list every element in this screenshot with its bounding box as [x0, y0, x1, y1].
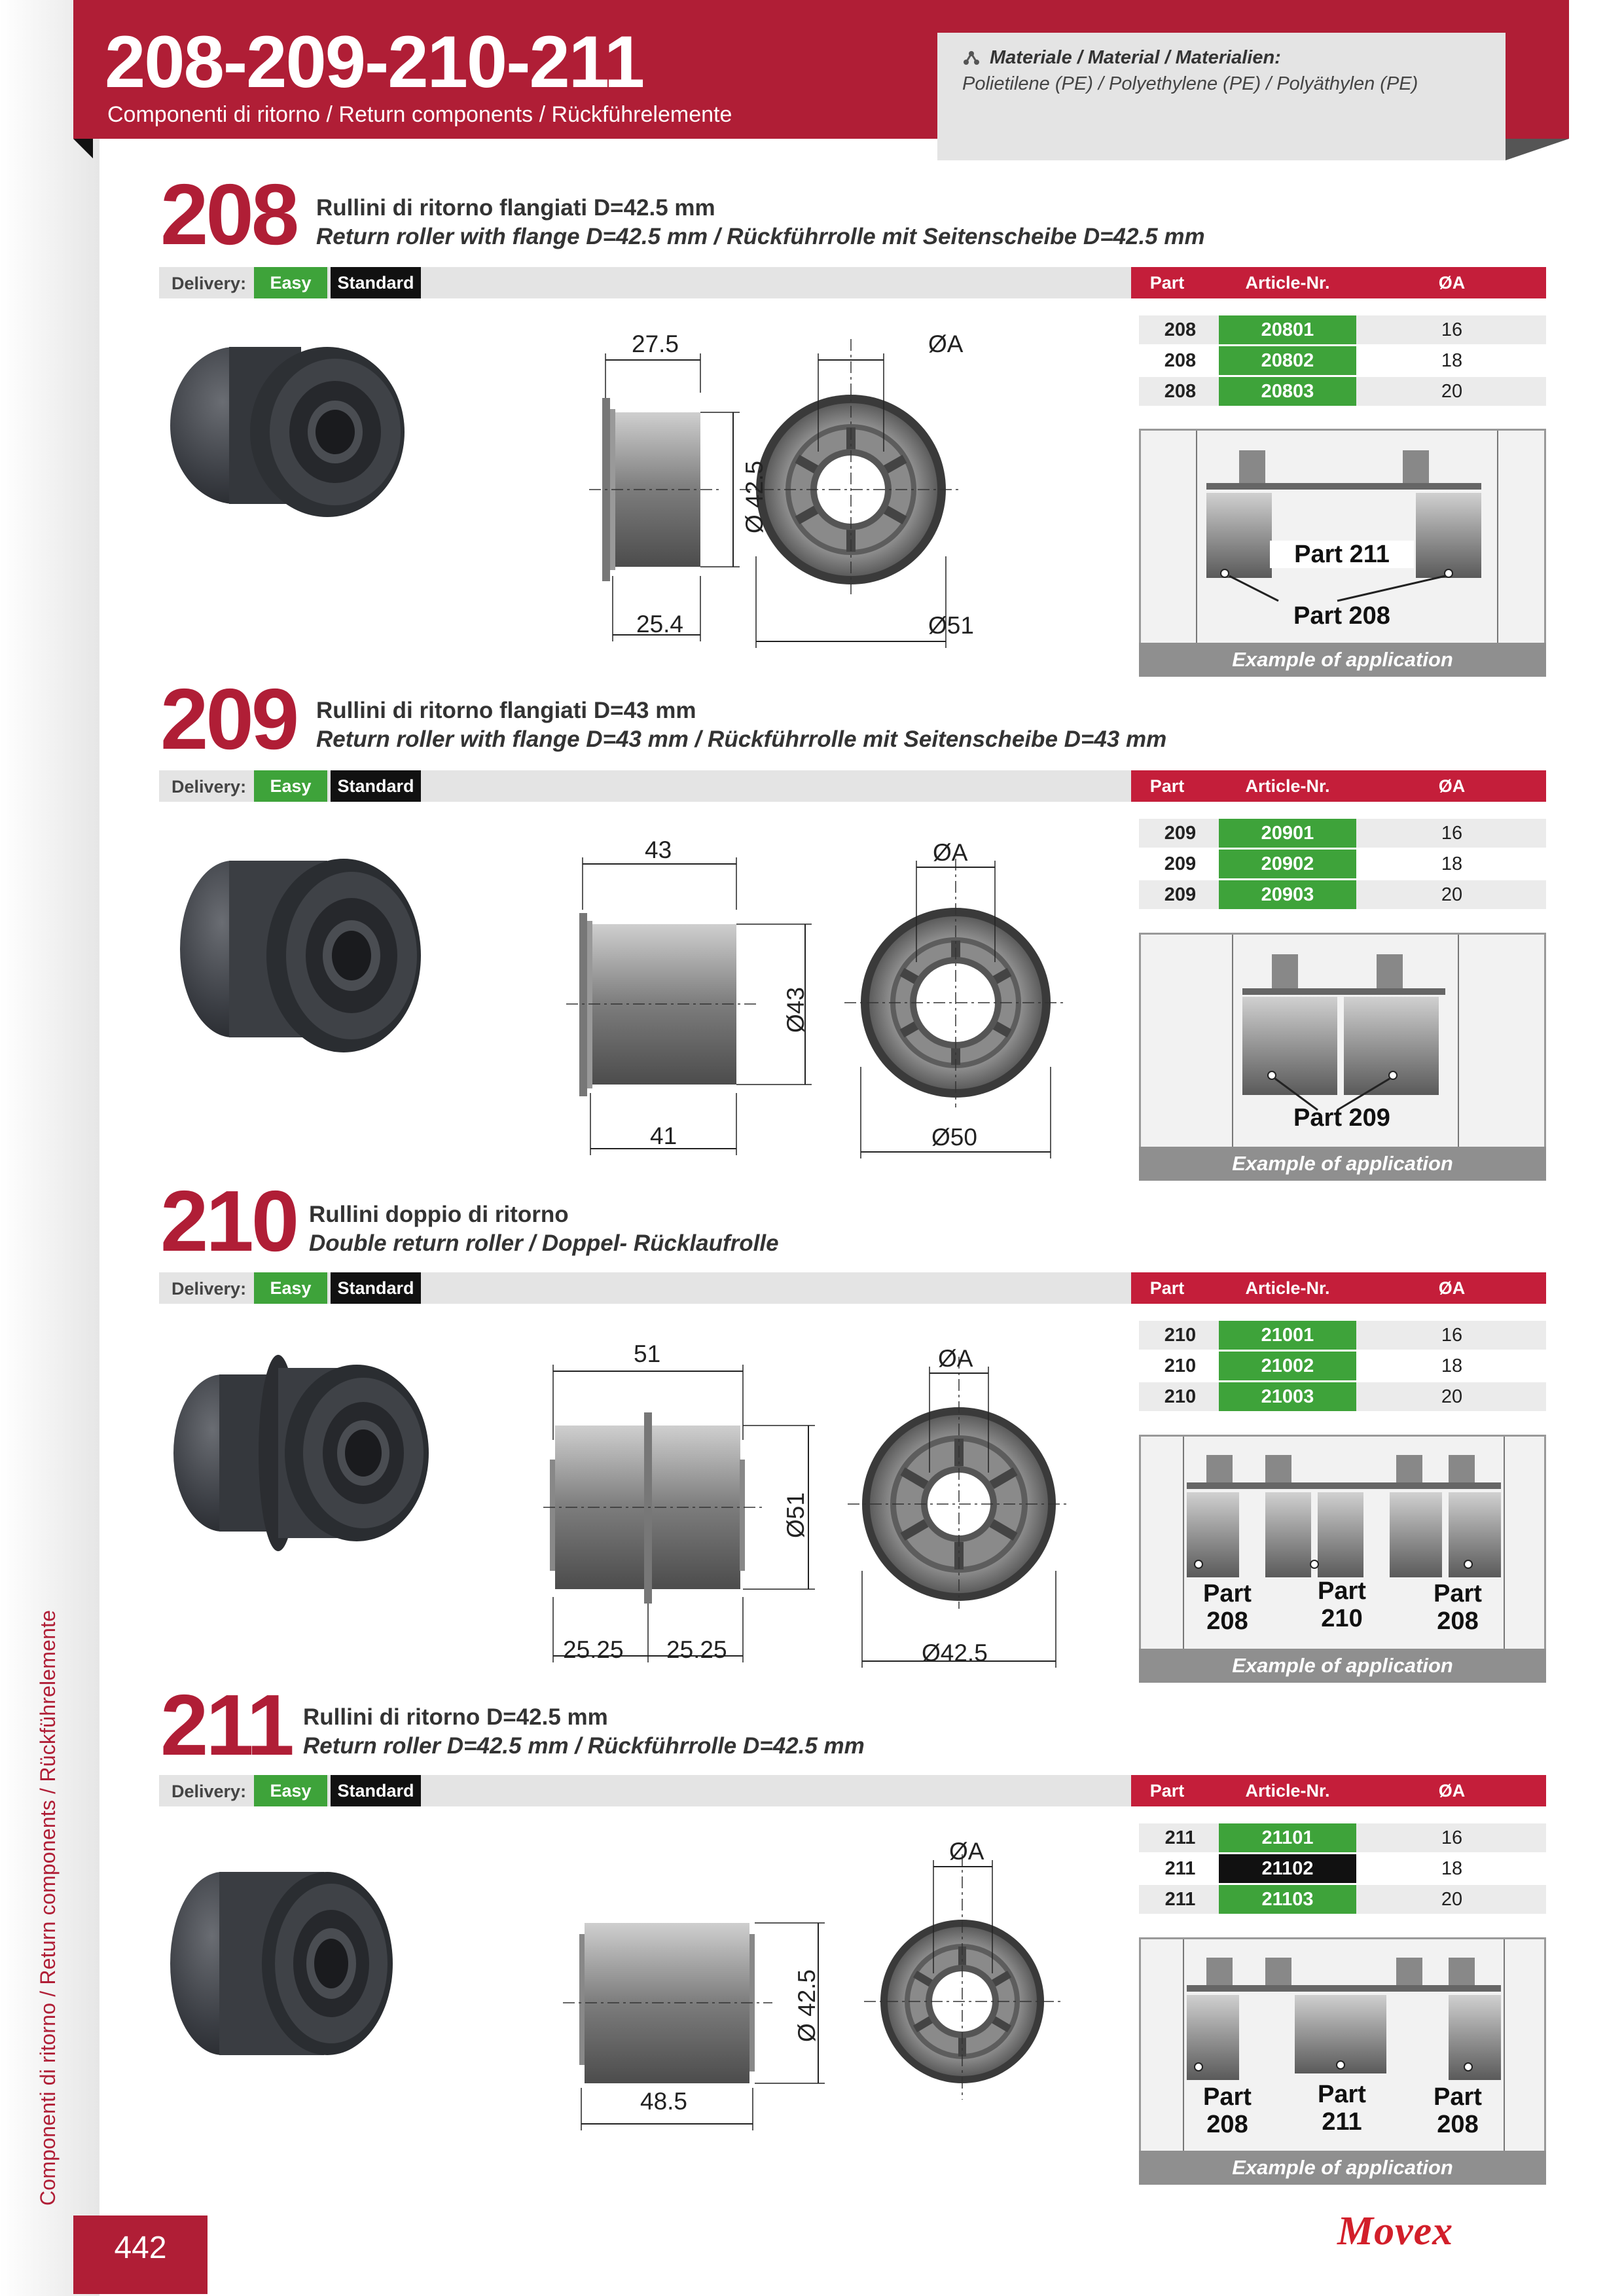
- th-part: Part: [1149, 273, 1185, 293]
- application-label: 208: [1206, 2111, 1248, 2138]
- cell-dia: 16: [1441, 319, 1463, 340]
- cell-dia: 16: [1441, 1325, 1463, 1346]
- dim-label: 25.25: [563, 1636, 624, 1663]
- side-label: Componenti di ritorno / Return components / Rückführelemente: [36, 1609, 60, 2206]
- dim-label: Ø 42.5: [793, 1969, 820, 2042]
- application-label: 208: [1437, 2111, 1479, 2138]
- dim-label: Ø 42.5: [741, 460, 768, 533]
- cell-part: 210: [1164, 1325, 1197, 1346]
- page-title: 208-209-210-211: [105, 21, 644, 103]
- application-label: 208: [1206, 1607, 1248, 1635]
- dim-label: ØA: [949, 1838, 984, 1865]
- dim-label: 48.5: [640, 2088, 688, 2115]
- cell-article: 20901: [1219, 819, 1356, 848]
- dim-label: ØA: [938, 1345, 973, 1372]
- dim-label: Ø51: [928, 612, 974, 639]
- cell-part: 208: [1164, 319, 1197, 340]
- cell-part: 211: [1164, 1858, 1196, 1879]
- delivery-easy-badge: Easy: [254, 267, 327, 298]
- cell-part: 208: [1164, 350, 1197, 371]
- dim-label: 51: [634, 1340, 661, 1367]
- delivery-standard-badge: Standard: [331, 1775, 421, 1806]
- cell-part: 210: [1164, 1355, 1197, 1376]
- roller-210-drawing: [543, 1335, 1087, 1676]
- roller-208-photo: [164, 327, 425, 576]
- th-article: Article-Nr.: [1245, 273, 1330, 293]
- header-corner: [73, 139, 93, 158]
- delivery-label: Delivery:: [171, 274, 247, 293]
- page-subtitle: Componenti di ritorno / Return components / Rückführelemente: [107, 102, 732, 127]
- th-dia: ØA: [1438, 1781, 1466, 1801]
- delivery-standard-badge: Standard: [331, 1272, 421, 1304]
- section-211-number: 211: [160, 1677, 292, 1773]
- cell-dia: 20: [1441, 884, 1463, 905]
- cell-article: 21101: [1219, 1823, 1356, 1852]
- section-209-title-en: Return roller with flange D=43 mm / Rückführrolle mit Seitenscheibe D=43 mm: [316, 726, 1167, 752]
- cell-dia: 18: [1441, 1858, 1463, 1879]
- cell-article: 20802: [1219, 346, 1356, 375]
- cell-part: 209: [1164, 884, 1197, 905]
- application-label: Part: [1434, 2083, 1482, 2111]
- delivery-easy-badge: Easy: [254, 1775, 327, 1806]
- cell-article: 21102: [1219, 1854, 1356, 1883]
- cell-dia: 18: [1441, 350, 1463, 371]
- section-209-number: 209: [160, 671, 297, 767]
- section-211-title-it: Rullini di ritorno D=42.5 mm: [303, 1704, 608, 1730]
- dim-label: Ø43: [782, 987, 809, 1033]
- cell-dia: 20: [1441, 381, 1463, 402]
- dim-label: ØA: [928, 331, 964, 357]
- dim-label: Ø42.5: [922, 1640, 988, 1666]
- application-label: Part: [1203, 1580, 1252, 1607]
- section-208-title-it: Rullini di ritorno flangiati D=42.5 mm: [316, 195, 715, 221]
- section-209-title-it: Rullini di ritorno flangiati D=43 mm: [316, 698, 696, 723]
- application-label: Part: [1203, 2083, 1252, 2111]
- th-dia: ØA: [1438, 273, 1466, 293]
- cell-dia: 20: [1441, 1889, 1463, 1910]
- material-corner: [1506, 139, 1569, 160]
- application-label: 210: [1321, 1605, 1363, 1632]
- application-label: Part 208: [1293, 602, 1390, 630]
- cell-article: 20803: [1219, 377, 1356, 406]
- section-208-title-en: Return roller with flange D=42.5 mm / Rückführrolle mit Seitenscheibe D=42.5 mm: [316, 224, 1205, 249]
- cell-article: 20903: [1219, 880, 1356, 909]
- cell-part: 211: [1164, 1889, 1196, 1910]
- roller-211-photo: [164, 1839, 439, 2114]
- page-number: 442: [114, 2231, 167, 2265]
- roller-209-drawing: [563, 831, 1087, 1165]
- roller-208-drawing: [576, 321, 1074, 655]
- application-label: Part: [1434, 1580, 1482, 1607]
- delivery-easy-badge: Easy: [254, 770, 327, 802]
- dim-label: Ø50: [931, 1124, 977, 1151]
- application-caption: Example of application: [1139, 1147, 1546, 1181]
- cell-part: 209: [1164, 853, 1197, 874]
- cell-part: 211: [1164, 1827, 1196, 1848]
- application-label: 208: [1437, 1607, 1479, 1635]
- cell-dia: 16: [1441, 1827, 1463, 1848]
- application-caption: Example of application: [1139, 1649, 1546, 1683]
- cell-article: 21002: [1219, 1352, 1356, 1380]
- dim-label: Ø51: [782, 1492, 809, 1538]
- material-label: Materiale / Material / Materialien:: [990, 47, 1281, 68]
- movex-logo: Movex: [1337, 2209, 1454, 2253]
- cell-dia: 20: [1441, 1386, 1463, 1407]
- section-210-title-en: Double return roller / Doppel- Rücklaufrolle: [309, 1230, 779, 1256]
- cell-article: 21003: [1219, 1382, 1356, 1411]
- material-value: Polietilene (PE) / Polyethylene (PE) / Polyäthylen (PE): [962, 73, 1418, 94]
- th-part: Part: [1149, 1278, 1185, 1298]
- cell-article: 20902: [1219, 850, 1356, 878]
- cell-dia: 18: [1441, 853, 1463, 874]
- cell-article: 20801: [1219, 315, 1356, 344]
- application-label: Part 211: [1270, 541, 1414, 568]
- application-label: Part 209: [1293, 1104, 1390, 1132]
- section-208-number: 208: [160, 166, 297, 262]
- roller-209-photo: [173, 838, 461, 1113]
- delivery-label: Delivery:: [171, 1279, 247, 1299]
- th-dia: ØA: [1438, 1278, 1466, 1298]
- application-label: Part: [1318, 2081, 1366, 2108]
- cell-part: 210: [1164, 1386, 1197, 1407]
- dim-label: 25.25: [666, 1636, 727, 1663]
- cell-part: 209: [1164, 823, 1197, 844]
- dim-label: 25.4: [636, 611, 684, 637]
- th-article: Article-Nr.: [1245, 1278, 1330, 1298]
- application-caption: Example of application: [1139, 643, 1546, 677]
- cell-dia: 18: [1441, 1355, 1463, 1376]
- delivery-label: Delivery:: [171, 1782, 247, 1801]
- th-part: Part: [1149, 1781, 1185, 1801]
- application-label: 211: [1322, 2108, 1362, 2136]
- cell-dia: 16: [1441, 823, 1463, 844]
- th-dia: ØA: [1438, 776, 1466, 796]
- roller-210-photo: [164, 1335, 452, 1610]
- molecule-icon: [962, 48, 981, 67]
- cell-article: 21103: [1219, 1885, 1356, 1914]
- cell-part: 208: [1164, 381, 1197, 402]
- cell-article: 21001: [1219, 1321, 1356, 1350]
- delivery-standard-badge: Standard: [331, 770, 421, 802]
- section-210-title-it: Rullini doppio di ritorno: [309, 1202, 569, 1227]
- dim-label: 43: [645, 836, 672, 863]
- section-210-number: 210: [160, 1173, 297, 1269]
- delivery-label: Delivery:: [171, 777, 247, 797]
- th-article: Article-Nr.: [1245, 776, 1330, 796]
- section-211-title-en: Return roller D=42.5 mm / Rückführrolle D=42.5 mm: [303, 1733, 865, 1759]
- delivery-easy-badge: Easy: [254, 1272, 327, 1304]
- application-label: Part: [1318, 1577, 1366, 1605]
- th-article: Article-Nr.: [1245, 1781, 1330, 1801]
- dim-label: 41: [650, 1122, 677, 1149]
- th-part: Part: [1149, 776, 1185, 796]
- dim-label: 27.5: [632, 331, 679, 357]
- delivery-standard-badge: Standard: [331, 267, 421, 298]
- dim-label: ØA: [933, 839, 968, 866]
- application-caption: Example of application: [1139, 2151, 1546, 2185]
